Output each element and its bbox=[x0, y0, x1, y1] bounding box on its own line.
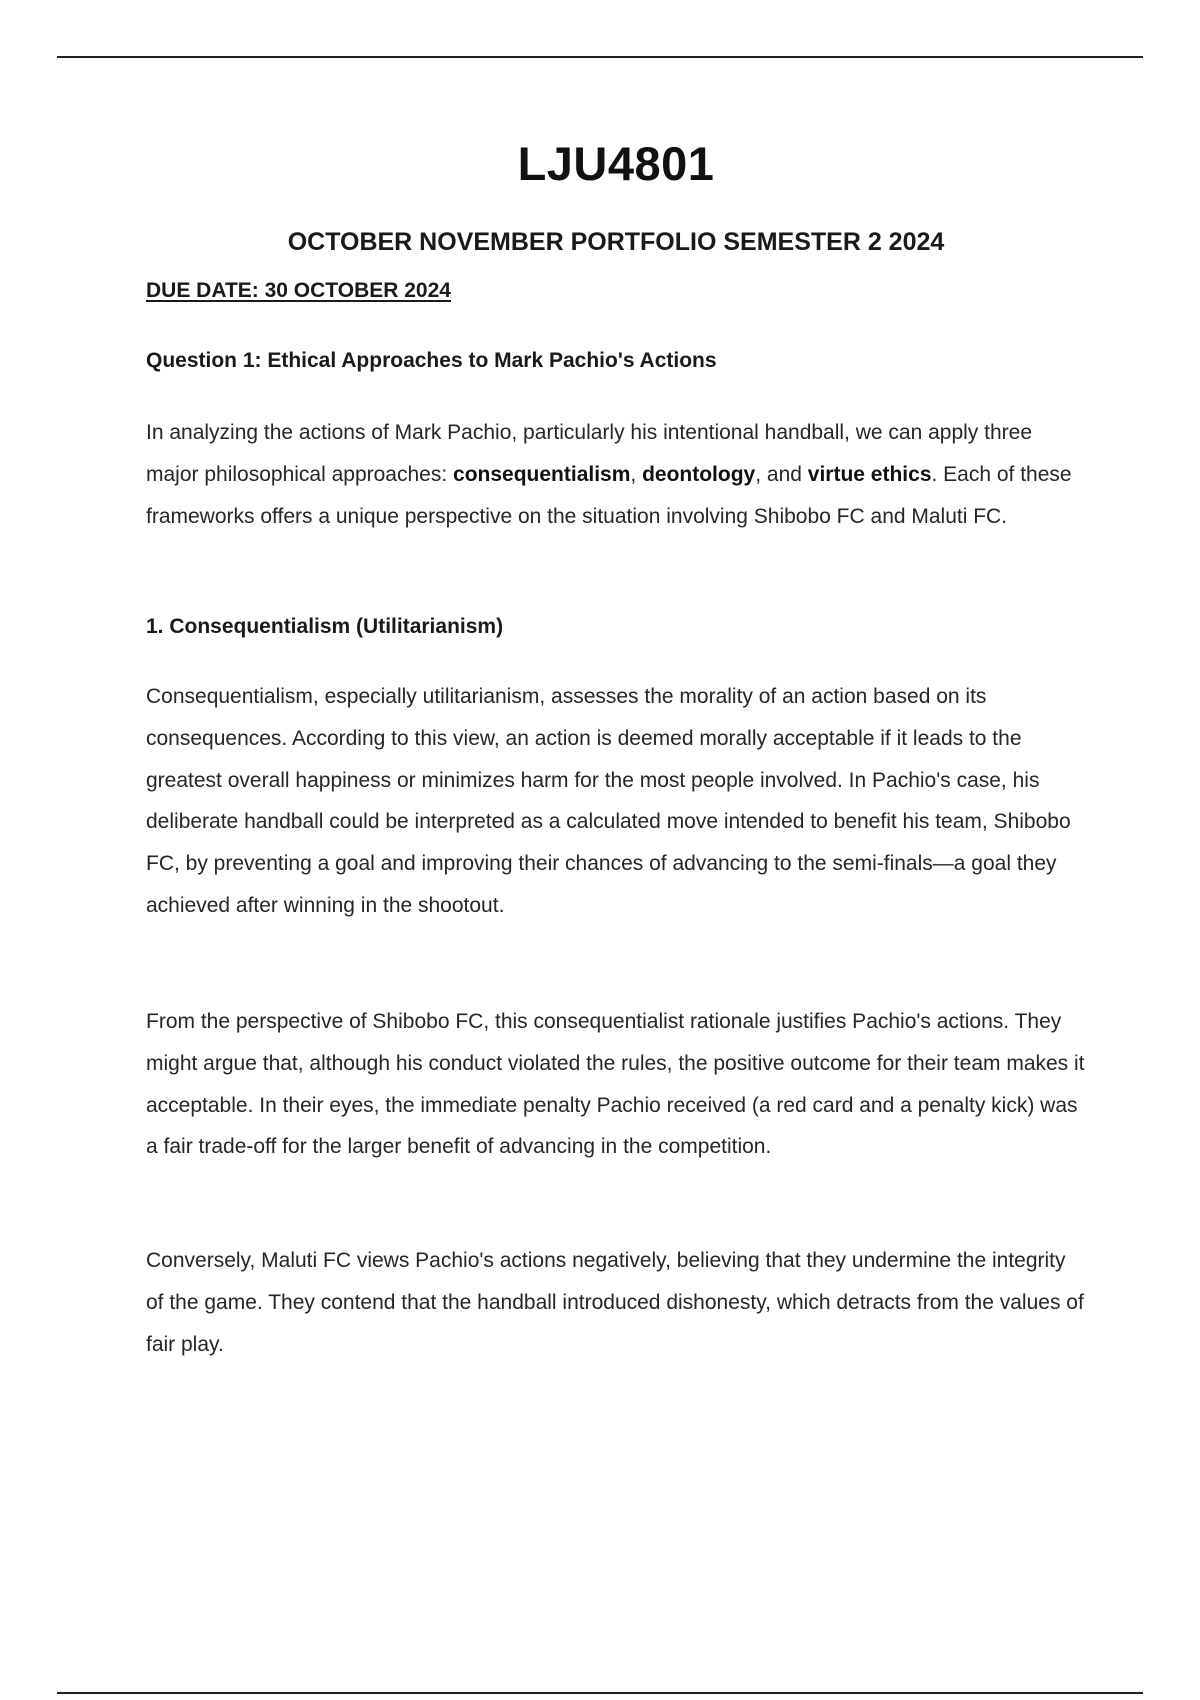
portfolio-subtitle: OCTOBER NOVEMBER PORTFOLIO SEMESTER 2 2024 bbox=[287, 228, 945, 256]
top-divider bbox=[57, 56, 1143, 58]
intro-paragraph bbox=[146, 412, 1086, 537]
term-consequentialism: consequentialism bbox=[453, 462, 631, 486]
section-1-heading: 1. Consequentialism (Utilitarianism) bbox=[146, 615, 504, 638]
intro-separator-2: , and bbox=[755, 462, 808, 486]
intro-text-1: In analyzing the actions of Mark Pachio, particularly his intentional handball, we can apply three major philosophical approaches: bbox=[146, 421, 1033, 486]
term-virtue-ethics: virtue ethics bbox=[807, 462, 932, 486]
intro-separator-1: , bbox=[630, 462, 643, 486]
intro-text-2: . Each of these frameworks offers a unique perspective on the situation involving Shibobo FC and Maluti FC. bbox=[146, 462, 1072, 528]
maluti-perspective-paragraph: Conversely, Maluti FC views Pachio's actions negatively, believing that they undermine the integrity of the game. They contend that the handball introduced dishonesty, which detracts from the values of fair play. bbox=[146, 1249, 1084, 1356]
bottom-divider bbox=[57, 1692, 1143, 1694]
term-deontology: deontology bbox=[642, 462, 756, 486]
question-1-heading: Question 1: Ethical Approaches to Mark Pachio's Actions bbox=[146, 349, 717, 372]
due-date: DUE DATE: 30 OCTOBER 2024 bbox=[146, 279, 451, 302]
shibobo-perspective-paragraph: From the perspective of Shibobo FC, this consequentialist rationale justifies Pachio's actions. They might argue that, although his conduct violated the rules, the positive outcome for their team makes it acceptable. In their eyes, the immediate penalty Pachio received (a red card and a penalty kick) was a fair trade-off for the larger benefit of advancing in the competition. bbox=[146, 1010, 1085, 1159]
consequentialism-paragraph: Consequentialism, especially utilitarianism, assesses the morality of an action based on its consequences. According to this view, an action is deemed morally acceptable if it leads to the greatest overall happiness or minimizes harm for the most people involved. In Pachio's case, his deliberate handball could be interpreted as a calculated move intended to benefit his team, Shibobo FC, by preventing a goal and improving their chances of advancing to the semi-finals—a goal they achieved after winning in the shootout. bbox=[146, 685, 1071, 917]
course-code-title: LJU4801 bbox=[517, 137, 715, 190]
